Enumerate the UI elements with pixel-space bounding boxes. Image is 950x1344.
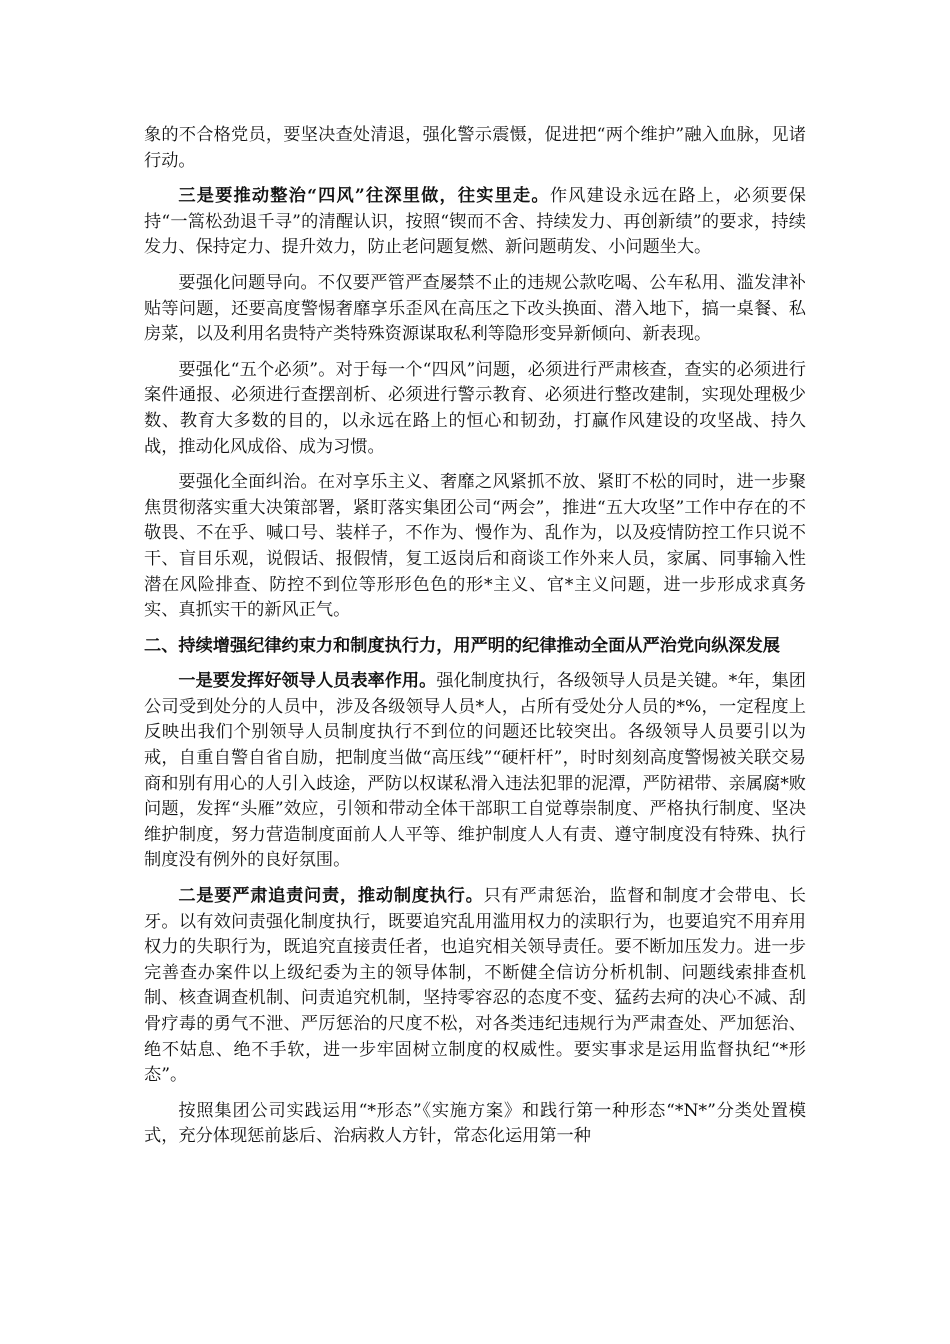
- paragraph-text: 要强化全面纠治。在对享乐主义、奢靡之风紧抓不放、紧盯不松的同时，进一步聚焦贯彻落实重大决策部署，紧盯落实集团公司“两会”，推进“五大攻坚”工作中存在的不敬畏、不在乎、喊口号、装样子，不作为、慢作为、乱作为，以及疫情防控工作只说不干、盲目乐观，说假话、报假情，复工返岗后和商谈工作外来人员，家属、同事输入性潜在风险排查、防控不到位等形形色色的形*主义、官*主义问题，进一步形成求真务实、真抓实干的新风正气。: [144, 472, 806, 621]
- paragraph-text: 只有严肃惩治，监督和制度才会带电、长牙。以有效问责强化制度执行，既要追究乱用滥用权力的渎职行为，也要追究不用弃用权力的失职行为，既追究直接责任者，也追究相关领导责任。要不断加压发力。进一步完善查办案件以上级纪委为主的领导体制，不断健全信访分析机制、问题线索排查机制、核查调查机制、问责追究机制，坚持零容忍的态度不变、猛药去疴的决心不减、刮骨疗毒的勇气不泄、严厉惩治的尺度不松，对各类违纪违规行为严肃查处、严加惩治、绝不姑息、绝不手软，进一步牢固树立制度的权威性。要实事求是运用监督执纪“*形态”。: [144, 886, 806, 1086]
- paragraph-1: [144, 123, 806, 174]
- paragraph-6: [144, 669, 806, 874]
- paragraph-2: [144, 184, 806, 261]
- paragraph-3: [144, 271, 806, 348]
- document-page: [144, 123, 806, 1160]
- paragraph-text: 强化制度执行，各级领导人员是关键。*年，集团公司受到处分的人员中，涉及各级领导人员*人，占所有受处分人员的*%，一定程度上反映出我们个别领导人员制度执行不到位的问题还比较突出。各级领导人员要引以为戒，自重自警自省自励，把制度当做“高压线”“硬杆杆”，时时刻刻高度警惕被关联交易商和别有用心的人引入歧途，严防以权谋私滑入违法犯罪的泥潭，严防裙带、亲属腐*败问题，发挥“头雁”效应，引领和带动全体干部职工自觉尊崇制度、严格执行制度、坚决维护制度，努力营造制度面前人人平等、维护制度人人有责、遵守制度没有特殊、执行制度没有例外的良好氛围。: [144, 671, 806, 871]
- paragraph-text: 象的不合格党员，要坚决查处清退，强化警示震慑，促进把“两个维护”融入血脉，见诸行动。: [144, 125, 806, 171]
- paragraph-text: 按照集团公司实践运用“*形态”《实施方案》和践行第一种形态“*N*”分类处置模式，充分体现惩前毖后、治病救人方针，常态化运用第一种: [144, 1100, 806, 1147]
- paragraph-text: 要强化“五个必须”。对于每一个“四风”问题，必须进行严肃核查，查实的必须进行案件通报、必须进行查摆剖析、必须进行警示教育、必须进行整改建制，实现处理极少数、教育大多数的目的，以永远在路上的恒心和韧劲，打赢作风建设的攻坚战、持久战，推动化风成俗、成为习惯。: [144, 359, 806, 457]
- paragraph-5: [144, 470, 806, 624]
- paragraph-lead: 一是要发挥好领导人员表率作用。: [178, 671, 437, 692]
- section-heading: [144, 634, 806, 660]
- paragraph-7: [144, 884, 806, 1089]
- paragraph-lead: 二是要严肃追责问责，推动制度执行。: [178, 886, 484, 907]
- paragraph-8: [144, 1099, 806, 1150]
- paragraph-text: 要强化问题导向。不仅要严管严查屡禁不止的违规公款吃喝、公车私用、滥发津补贴等问题，还要高度警惕奢靡享乐歪风在高压之下改头换面、潜入地下，搞一桌餐、私房菜，以及利用名贵特产类特殊资源谋取私利等隐形变异新倾向、新表现。: [144, 272, 806, 345]
- paragraph-text: 作风建设永远在路上，必须要保持“一篙松劲退千寻”的清醒认识，按照“锲而不舍、持续发力、再创新绩”的要求，持续发力、保持定力、提升效力，防止老问题复燃、新问题萌发、小问题坐大。: [144, 186, 806, 258]
- paragraph-lead: 三是要推动整治“四风”往深里做，往实里走。: [178, 186, 550, 207]
- paragraph-4: [144, 358, 806, 460]
- section-heading-text: 二、持续增强纪律约束力和制度执行力，用严明的纪律推动全面从严治党向纵深发展: [144, 635, 780, 656]
